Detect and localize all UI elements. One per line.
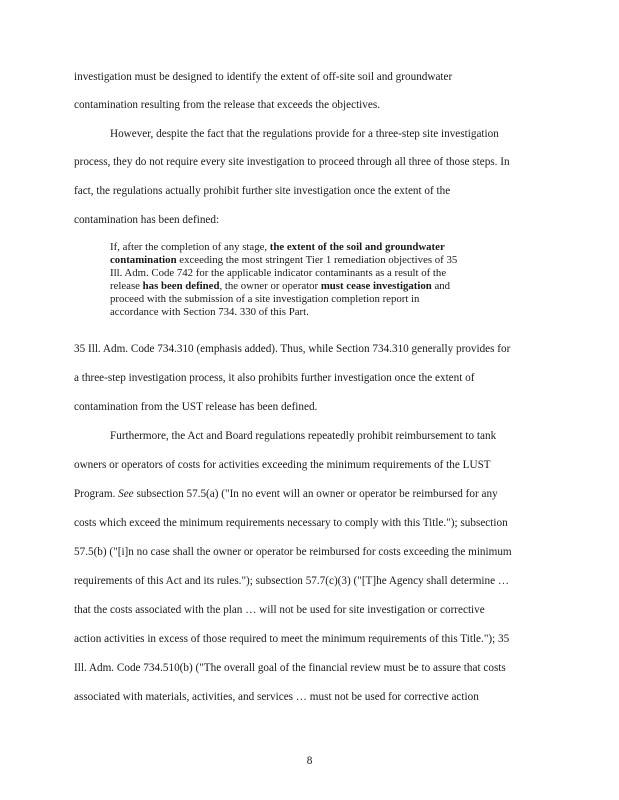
citation-signal: See (118, 488, 134, 500)
quote-emphasis: has been defined (142, 280, 220, 292)
body-line: action activities in excess of those required to meet the minimum requirements of this Title."); 35 (74, 633, 510, 645)
body-line: associated with materials, activities, and services … must not be used for corrective action (74, 691, 479, 703)
body-text: subsection 57.5(a) ("In no event will an owner or operator be reimbursed for any (133, 488, 498, 500)
body-line: process, they do not require every site investigation to proceed through all three of those steps. In (74, 156, 510, 168)
body-line: that the costs associated with the plan … will not be used for site investigation or corrective (74, 604, 485, 616)
quote-emphasis: contamination (110, 254, 177, 266)
quote-text: , the owner or operator (219, 280, 321, 292)
body-line: Furthermore, the Act and Board regulations repeatedly prohibit reimbursement to tank (110, 430, 497, 442)
body-line: contamination from the UST release has been defined. (74, 401, 318, 413)
body-text: Program. (74, 488, 119, 500)
quote-text: If, after the completion of any stage, (110, 241, 270, 253)
body-line: However, despite the fact that the regulations provide for a three-step site investigation (110, 128, 499, 140)
body-line: a three-step investigation process, it also prohibits further investigation once the extent of (74, 372, 475, 384)
blockquote-line: proceed with the submission of a site investigation completion report in (110, 293, 420, 305)
body-line: contamination has been defined: (74, 214, 220, 226)
body-line: owners or operators of costs for activities exceeding the minimum requirements of the LUST (74, 459, 491, 471)
body-line: Ill. Adm. Code 734.510(b) ("The overall goal of the financial review must be to assure that costs (74, 662, 506, 674)
body-line: requirements of this Act and its rules."); subsection 57.7(c)(3) ("[T]he Agency shall determine … (74, 575, 510, 587)
quote-emphasis: must cease investigation (320, 280, 432, 292)
blockquote-line: Ill. Adm. Code 742 for the applicable indicator contaminants as a result of the (110, 267, 447, 279)
blockquote-line: accordance with Section 734. 330 of this Part. (110, 306, 309, 318)
body-line: investigation must be designed to identify the extent of off-site soil and groundwater (74, 71, 453, 83)
body-line: 35 Ill. Adm. Code 734.310 (emphasis added). Thus, while Section 734.310 generally provides for (74, 343, 511, 355)
quote-emphasis: the extent of the soil and groundwater (269, 241, 445, 253)
body-line: contamination resulting from the release that exceeds the objectives. (74, 99, 380, 111)
body-line: costs which exceed the minimum requirements necessary to comply with this Title."); subsection (74, 517, 508, 529)
blockquote-line (110, 254, 457, 267)
quote-text: and (431, 280, 451, 292)
quote-text: exceeding the most stringent Tier 1 remediation objectives of 35 (176, 254, 458, 266)
quote-text: release (110, 280, 143, 292)
body-line: 57.5(b) ("[i]n no case shall the owner or operator be reimbursed for costs exceeding the minimum (74, 546, 512, 558)
blockquote-line (110, 280, 450, 293)
blockquote-line (110, 241, 445, 254)
page-number: 8 (306, 755, 313, 767)
body-line (74, 487, 498, 501)
body-line: fact, the regulations actually prohibit further site investigation once the extent of the (74, 185, 451, 197)
